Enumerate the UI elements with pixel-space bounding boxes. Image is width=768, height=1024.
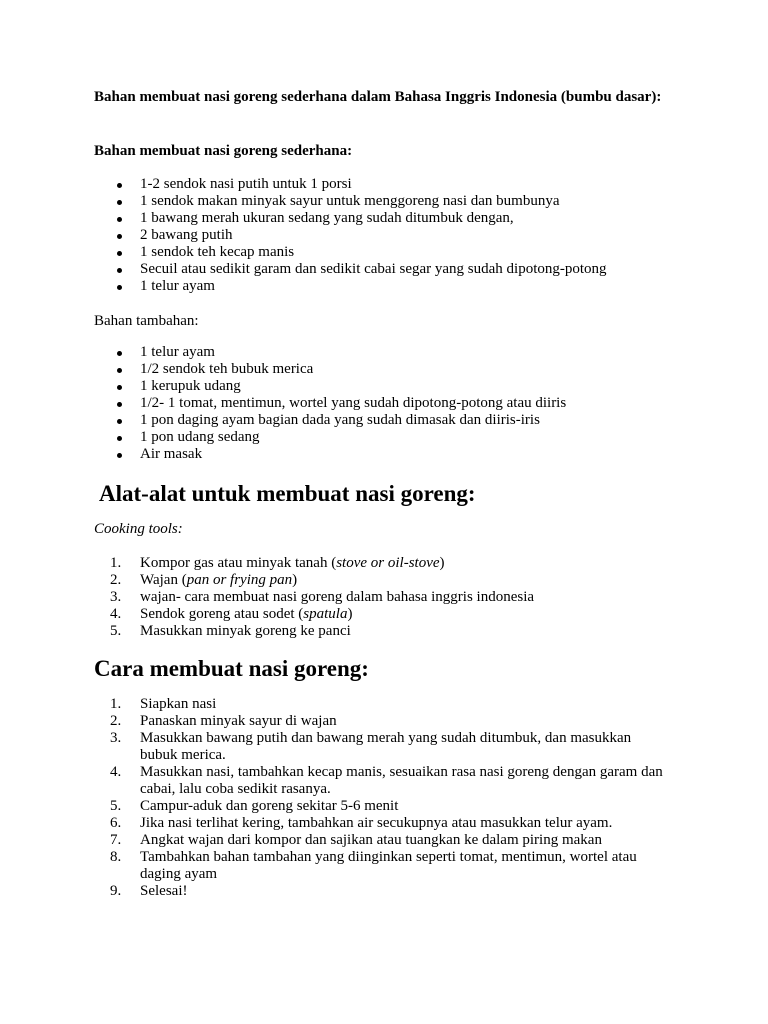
bullet-icon [117,251,122,256]
extra-ingredients-label: Bahan tambahan: [94,313,199,329]
bullet-icon [117,436,122,441]
bullet-icon [117,268,122,273]
list-item: 2. Panaskan minyak sayur di wajan [110,713,337,729]
list-item: 1 telur ayam [110,344,690,361]
bullet-icon [117,368,122,373]
bullet-icon [117,419,122,424]
list-item: 5. Campur-aduk dan goreng sekitar 5-6 menit [110,798,399,814]
steps-heading: Cara membuat nasi goreng: [94,656,369,681]
list-item: 8. Tambahkan bahan tambahan yang diinginkan seperti tomat, mentimun, wortel atau daging ayam [110,849,637,882]
list-item: 7. Angkat wajan dari kompor dan sajikan atau tuangkan ke dalam piring makan [110,832,602,848]
bullet-icon [117,385,122,390]
basic-ingredients-heading: Bahan membuat nasi goreng sederhana: [94,143,353,159]
list-item: 1 sendok makan minyak sayur untuk menggoreng nasi dan bumbunya [110,193,690,210]
list-item: 1 sendok teh kecap manis [110,244,690,261]
list-item: 1 bawang merah ukuran sedang yang sudah ditumbuk dengan, [110,210,690,227]
list-item: 3. wajan- cara membuat nasi goreng dalam bahasa inggris indonesia [110,589,535,605]
bullet-icon [117,402,122,407]
list-item: 5. Masukkan minyak goreng ke panci [110,623,351,639]
bullet-icon [117,217,122,222]
list-item: 6. Jika nasi terlihat kering, tambahkan air secukupnya atau masukkan telur ayam. [110,815,613,831]
list-item: 1 kerupuk udang [110,378,690,395]
list-item: 9. Selesai! [110,883,188,899]
list-item: 1 pon daging ayam bagian dada yang sudah dimasak dan diiris-iris [110,412,690,429]
list-item: Secuil atau sedikit garam dan sedikit cabai segar yang sudah dipotong-potong [110,261,690,278]
list-item: 1/2- 1 tomat, mentimun, wortel yang sudah dipotong-potong atau diiris [110,395,690,412]
bullet-icon [117,351,122,356]
extra-ingredients-list [110,344,690,463]
bullet-icon [117,285,122,290]
list-item: 4. Sendok goreng atau sodet (spatula) [110,606,353,622]
list-item: 1-2 sendok nasi putih untuk 1 porsi [110,176,690,193]
list-item: 1 pon udang sedang [110,429,690,446]
tools-list [110,555,670,640]
list-item: 4. Masukkan nasi, tambahkan kecap manis, sesuaikan rasa nasi goreng dengan garam dan cabai, lalu coba sedikit rasanya. [110,764,663,797]
list-item: Air masak [110,446,690,463]
steps-list [110,696,670,900]
list-item: 1/2 sendok teh bubuk merica [110,361,690,378]
list-item: 2 bawang putih [110,227,690,244]
list-item: 1 telur ayam [110,278,690,295]
tools-heading: Alat-alat untuk membuat nasi goreng: [99,481,476,506]
list-item: 1. Kompor gas atau minyak tanah (stove or oil-stove) [110,555,445,571]
basic-ingredients-list [110,176,690,295]
list-item: 2. Wajan (pan or frying pan) [110,572,298,588]
bullet-icon [117,200,122,205]
document-title: Bahan membuat nasi goreng sederhana dalam Bahasa Inggris Indonesia (bumbu dasar): [94,89,662,105]
cooking-tools-label: Cooking tools: [94,521,183,537]
bullet-icon [117,183,122,188]
list-item: 3. Masukkan bawang putih dan bawang merah yang sudah ditumbuk, dan masukkan bubuk merica. [110,730,632,763]
bullet-icon [117,453,122,458]
bullet-icon [117,234,122,239]
list-item: 1. Siapkan nasi [110,696,217,712]
